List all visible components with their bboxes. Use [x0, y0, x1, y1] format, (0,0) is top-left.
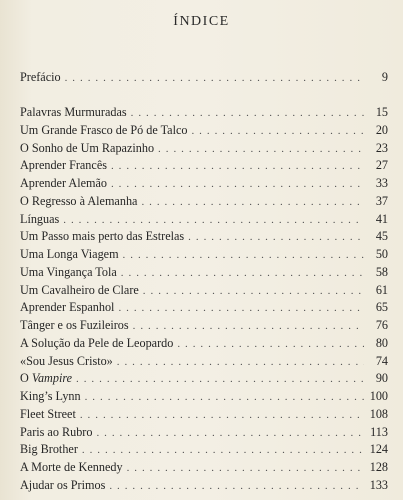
toc-entry-title: O Sonho de Um Rapazinho [20, 140, 155, 155]
dot-leader [85, 389, 364, 407]
toc-entry-page: 50 [375, 247, 388, 261]
toc-entry-title: Aprender Espanhol [20, 300, 115, 315]
toc-entry-page: 133 [369, 477, 388, 492]
toc-entry-title: A Morte de Kennedy [20, 460, 123, 474]
toc-entry [20, 122, 388, 140]
toc-entry-title: Línguas [20, 211, 60, 226]
toc-entry-page: 41 [375, 211, 388, 226]
dot-leader [111, 158, 364, 176]
toc-entry-title: Tânger e os Fuzileiros [20, 318, 129, 332]
dot-leader [118, 300, 364, 318]
toc-entry [20, 157, 388, 175]
toc-entry [20, 104, 388, 122]
toc-entry [20, 193, 388, 211]
chapter-list [20, 104, 388, 495]
toc-entry-page: 65 [375, 300, 388, 315]
toc-entry-title: «Sou Jesus Cristo» [20, 353, 113, 368]
dot-leader [127, 460, 364, 478]
toc-entry-page: 124 [369, 442, 388, 457]
dot-leader [82, 442, 364, 460]
toc-entry-page: 74 [375, 353, 388, 368]
toc-entry [20, 353, 388, 371]
toc-entry-page: 61 [375, 282, 388, 297]
toc-entry-title: Fleet Street [20, 406, 76, 421]
toc-entry [20, 441, 388, 459]
toc-entry-title: Uma Longa Viagem [20, 247, 119, 261]
toc-entry-title: Palavras Murmuradas [20, 105, 127, 119]
toc-entry-page: 27 [375, 158, 388, 173]
toc-entry-page: 90 [375, 371, 388, 386]
toc-entry-page: 33 [375, 176, 388, 190]
dot-leader [63, 212, 364, 230]
toc-entry [20, 388, 388, 406]
toc-entry [20, 335, 388, 353]
dot-leader [96, 425, 364, 443]
toc-entry-page: 15 [375, 105, 388, 119]
toc-entry-title: Um Cavalheiro de Clare [20, 282, 139, 297]
toc-entry-page: 20 [375, 122, 388, 137]
toc-entry-title: O Regresso à Alemanha [20, 193, 138, 208]
toc-entry [20, 264, 388, 282]
toc-entry-title: Ajudar os Primos [20, 477, 106, 492]
dot-leader [191, 123, 364, 141]
toc-entry [20, 459, 388, 477]
toc-entry [20, 424, 388, 442]
toc-entry-title: Paris ao Rubro [20, 424, 93, 439]
toc-entry-page: 113 [370, 424, 388, 439]
toc-entry-title: Big Brother [20, 442, 78, 457]
dot-leader [188, 229, 364, 247]
dot-leader [123, 247, 364, 265]
toc-entry-page: 23 [375, 140, 388, 155]
dot-leader [80, 407, 364, 425]
toc-entry [20, 477, 388, 495]
toc-entry-page: 76 [375, 318, 388, 332]
toc-entry-page: 9 [381, 70, 388, 84]
index-heading: ÍNDICE [173, 14, 230, 29]
toc-entry-page: 108 [369, 406, 388, 421]
dot-leader [133, 318, 364, 336]
toc-entry-title [20, 370, 72, 388]
toc-entry-title: Prefácio [20, 70, 61, 84]
toc-entry-title: Um Passo mais perto das Estrelas [20, 229, 185, 244]
toc-entry [20, 370, 388, 388]
toc-entry-page: 58 [375, 264, 388, 279]
dot-leader [109, 478, 364, 496]
toc-entry-page: 45 [375, 229, 388, 244]
toc-entry [20, 246, 388, 264]
toc-entry [20, 140, 388, 158]
toc-entry-page: 100 [369, 389, 388, 403]
toc-entry-title: Aprender Alemão [20, 176, 107, 190]
dot-leader [117, 354, 364, 372]
dot-leader [65, 70, 364, 88]
dot-leader [121, 265, 364, 283]
toc-entry-title: Aprender Francês [20, 158, 107, 173]
dot-leader [111, 176, 364, 194]
toc-entry [20, 299, 388, 317]
toc-entry-title-prefix: O [20, 371, 32, 386]
toc-entry [20, 317, 388, 335]
dot-leader [76, 371, 364, 389]
toc-entry-title: A Solução da Pele de Leopardo [20, 335, 174, 350]
dot-leader [158, 141, 364, 159]
toc-entry-title: Uma Vingança Tola [20, 264, 117, 279]
toc-entry-preface [20, 69, 388, 87]
toc-entry [20, 228, 388, 246]
toc-entry [20, 406, 388, 424]
toc-entry-page: 128 [369, 460, 388, 474]
toc-entry-page: 80 [375, 335, 388, 350]
dot-leader [177, 336, 364, 354]
toc-entry [20, 282, 388, 300]
dot-leader [131, 105, 364, 123]
toc-entry [20, 175, 388, 193]
toc-entry-title: King’s Lynn [20, 389, 81, 403]
toc-entry [20, 211, 388, 229]
dot-leader [143, 283, 364, 301]
toc-entry-title-italic: Vampire [31, 371, 73, 386]
preface-list [20, 69, 388, 87]
toc-entry-page: 37 [375, 193, 388, 208]
dot-leader [141, 194, 364, 212]
toc-entry-title: Um Grande Frasco de Pó de Talco [20, 122, 188, 137]
